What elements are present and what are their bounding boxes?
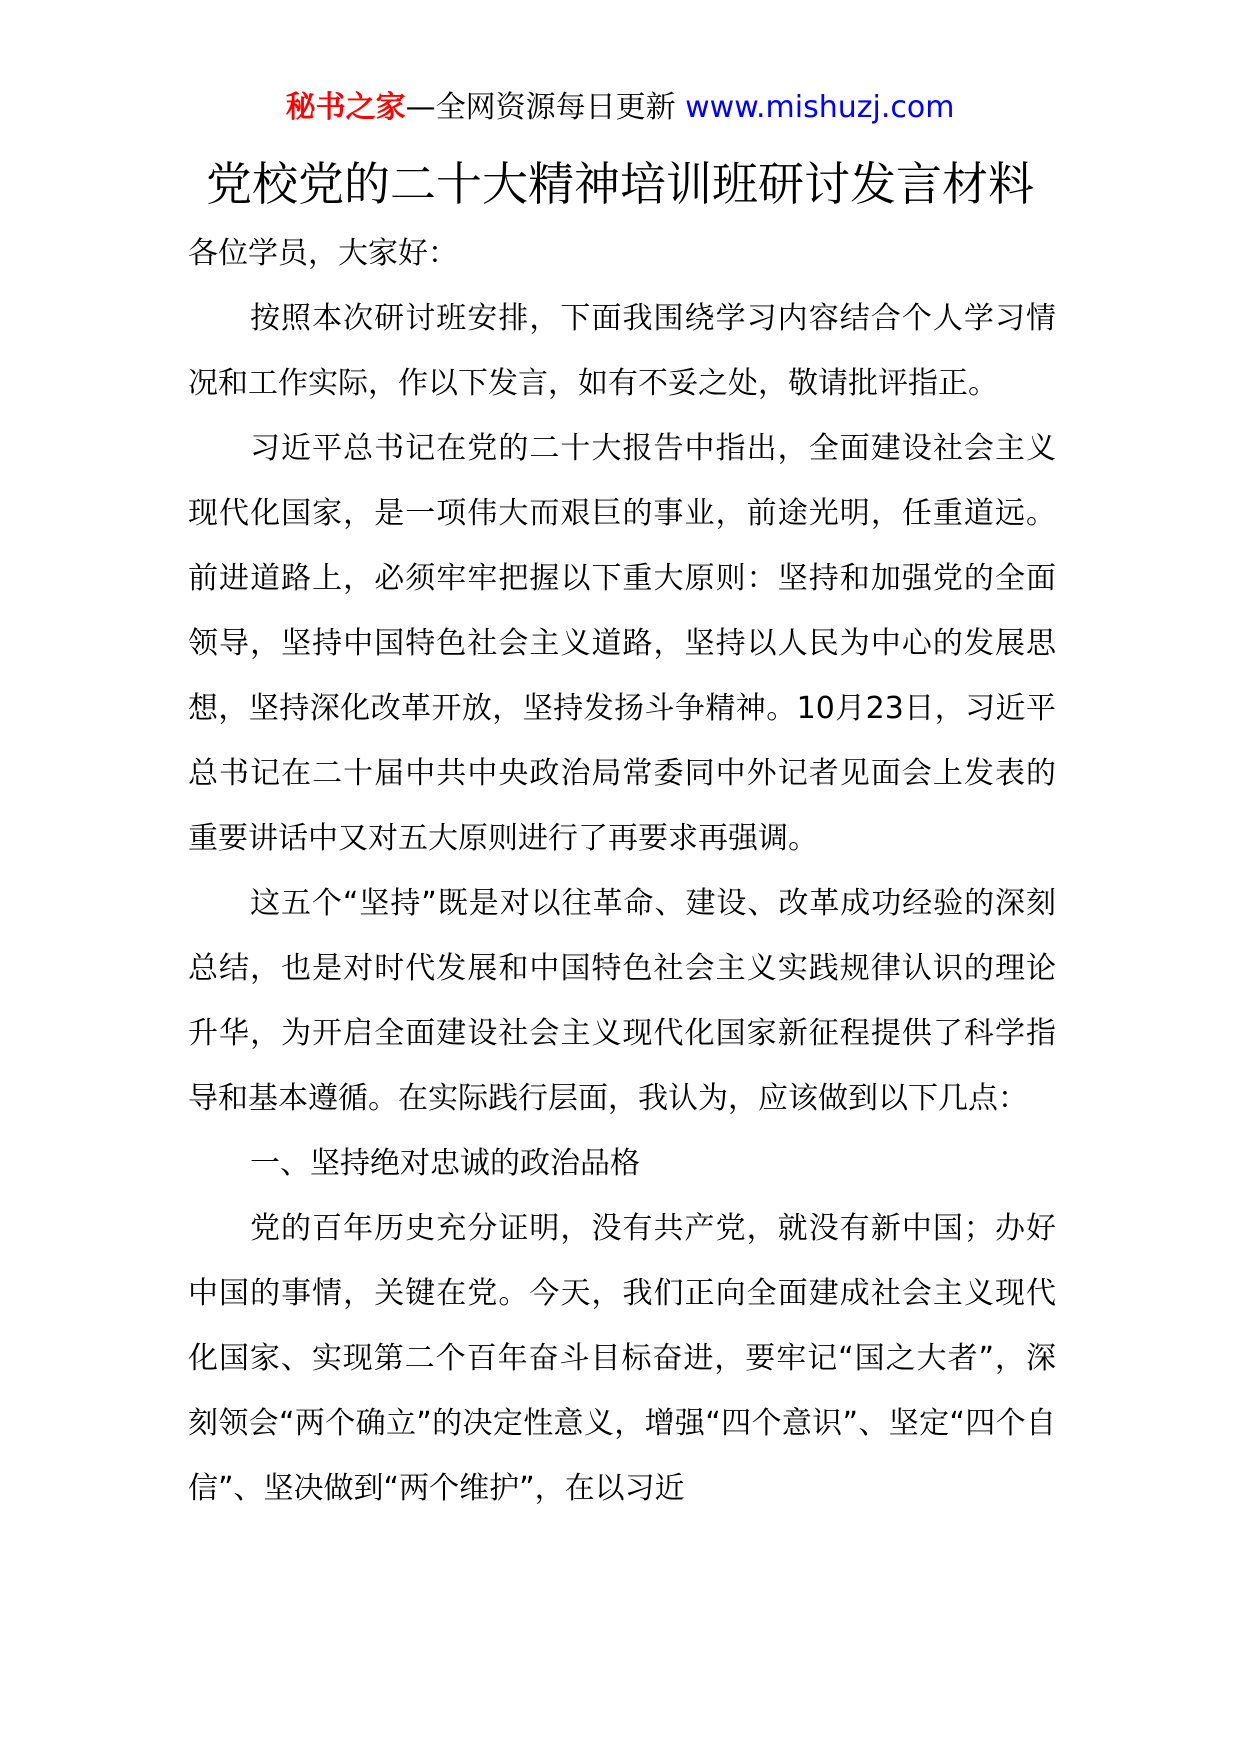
site-brand: 秘书之家 — [285, 90, 406, 125]
site-tagline: —全网资源每日更新 — [405, 90, 676, 125]
site-header — [0, 86, 1240, 130]
section-heading: 一、坚持绝对忠诚的政治品格 — [250, 1146, 640, 1181]
paragraph: 习近平总书记在党的二十大报告中指出，全面建设社会主义现代化国家，是一项伟大而艰巨的事业，前途光明，任重道远。前进道路上，必须牢牢把握以下重大原则：坚持和加强党的全面领导，坚持中国特色社会主义道路，坚持以人民为中心的发展思想，坚持深化改革开放，坚持发扬斗争精神。10月23日，习近平总书记在二十届中共中央政治局常委同中外记者见面会上发表的重要讲话中又对五大原则进行了再要求再强调。 — [188, 431, 1056, 856]
document-title: 党校党的二十大精神培训班研讨发言材料 — [206, 157, 1034, 211]
site-url-link[interactable]: www.mishuzj.com — [685, 90, 955, 125]
document-body — [188, 221, 1056, 1521]
paragraph: 党的百年历史充分证明，没有共产党，就没有新中国；办好中国的事情，关键在党。今天，我们正向全面建成社会主义现代化国家、实现第二个百年奋斗目标奋进，要牢记“国之大者”，深刻领会“两个确立”的决定性意义，增强“四个意识”、坚定“四个自信”、坚决做到“两个维护”，在以习近 — [188, 1211, 1056, 1506]
greeting: 各位学员，大家好： — [188, 236, 458, 271]
paragraph: 按照本次研讨班安排，下面我围绕学习内容结合个人学习情况和工作实际，作以下发言，如有不妥之处，敬请批评指正。 — [188, 301, 1056, 401]
paragraph: 这五个“坚持”既是对以往革命、建设、改革成功经验的深刻总结，也是对时代发展和中国特色社会主义实践规律认识的理论升华，为开启全面建设社会主义现代化国家新征程提供了科学指导和基本遵循。在实际践行层面，我认为，应该做到以下几点： — [188, 886, 1056, 1116]
